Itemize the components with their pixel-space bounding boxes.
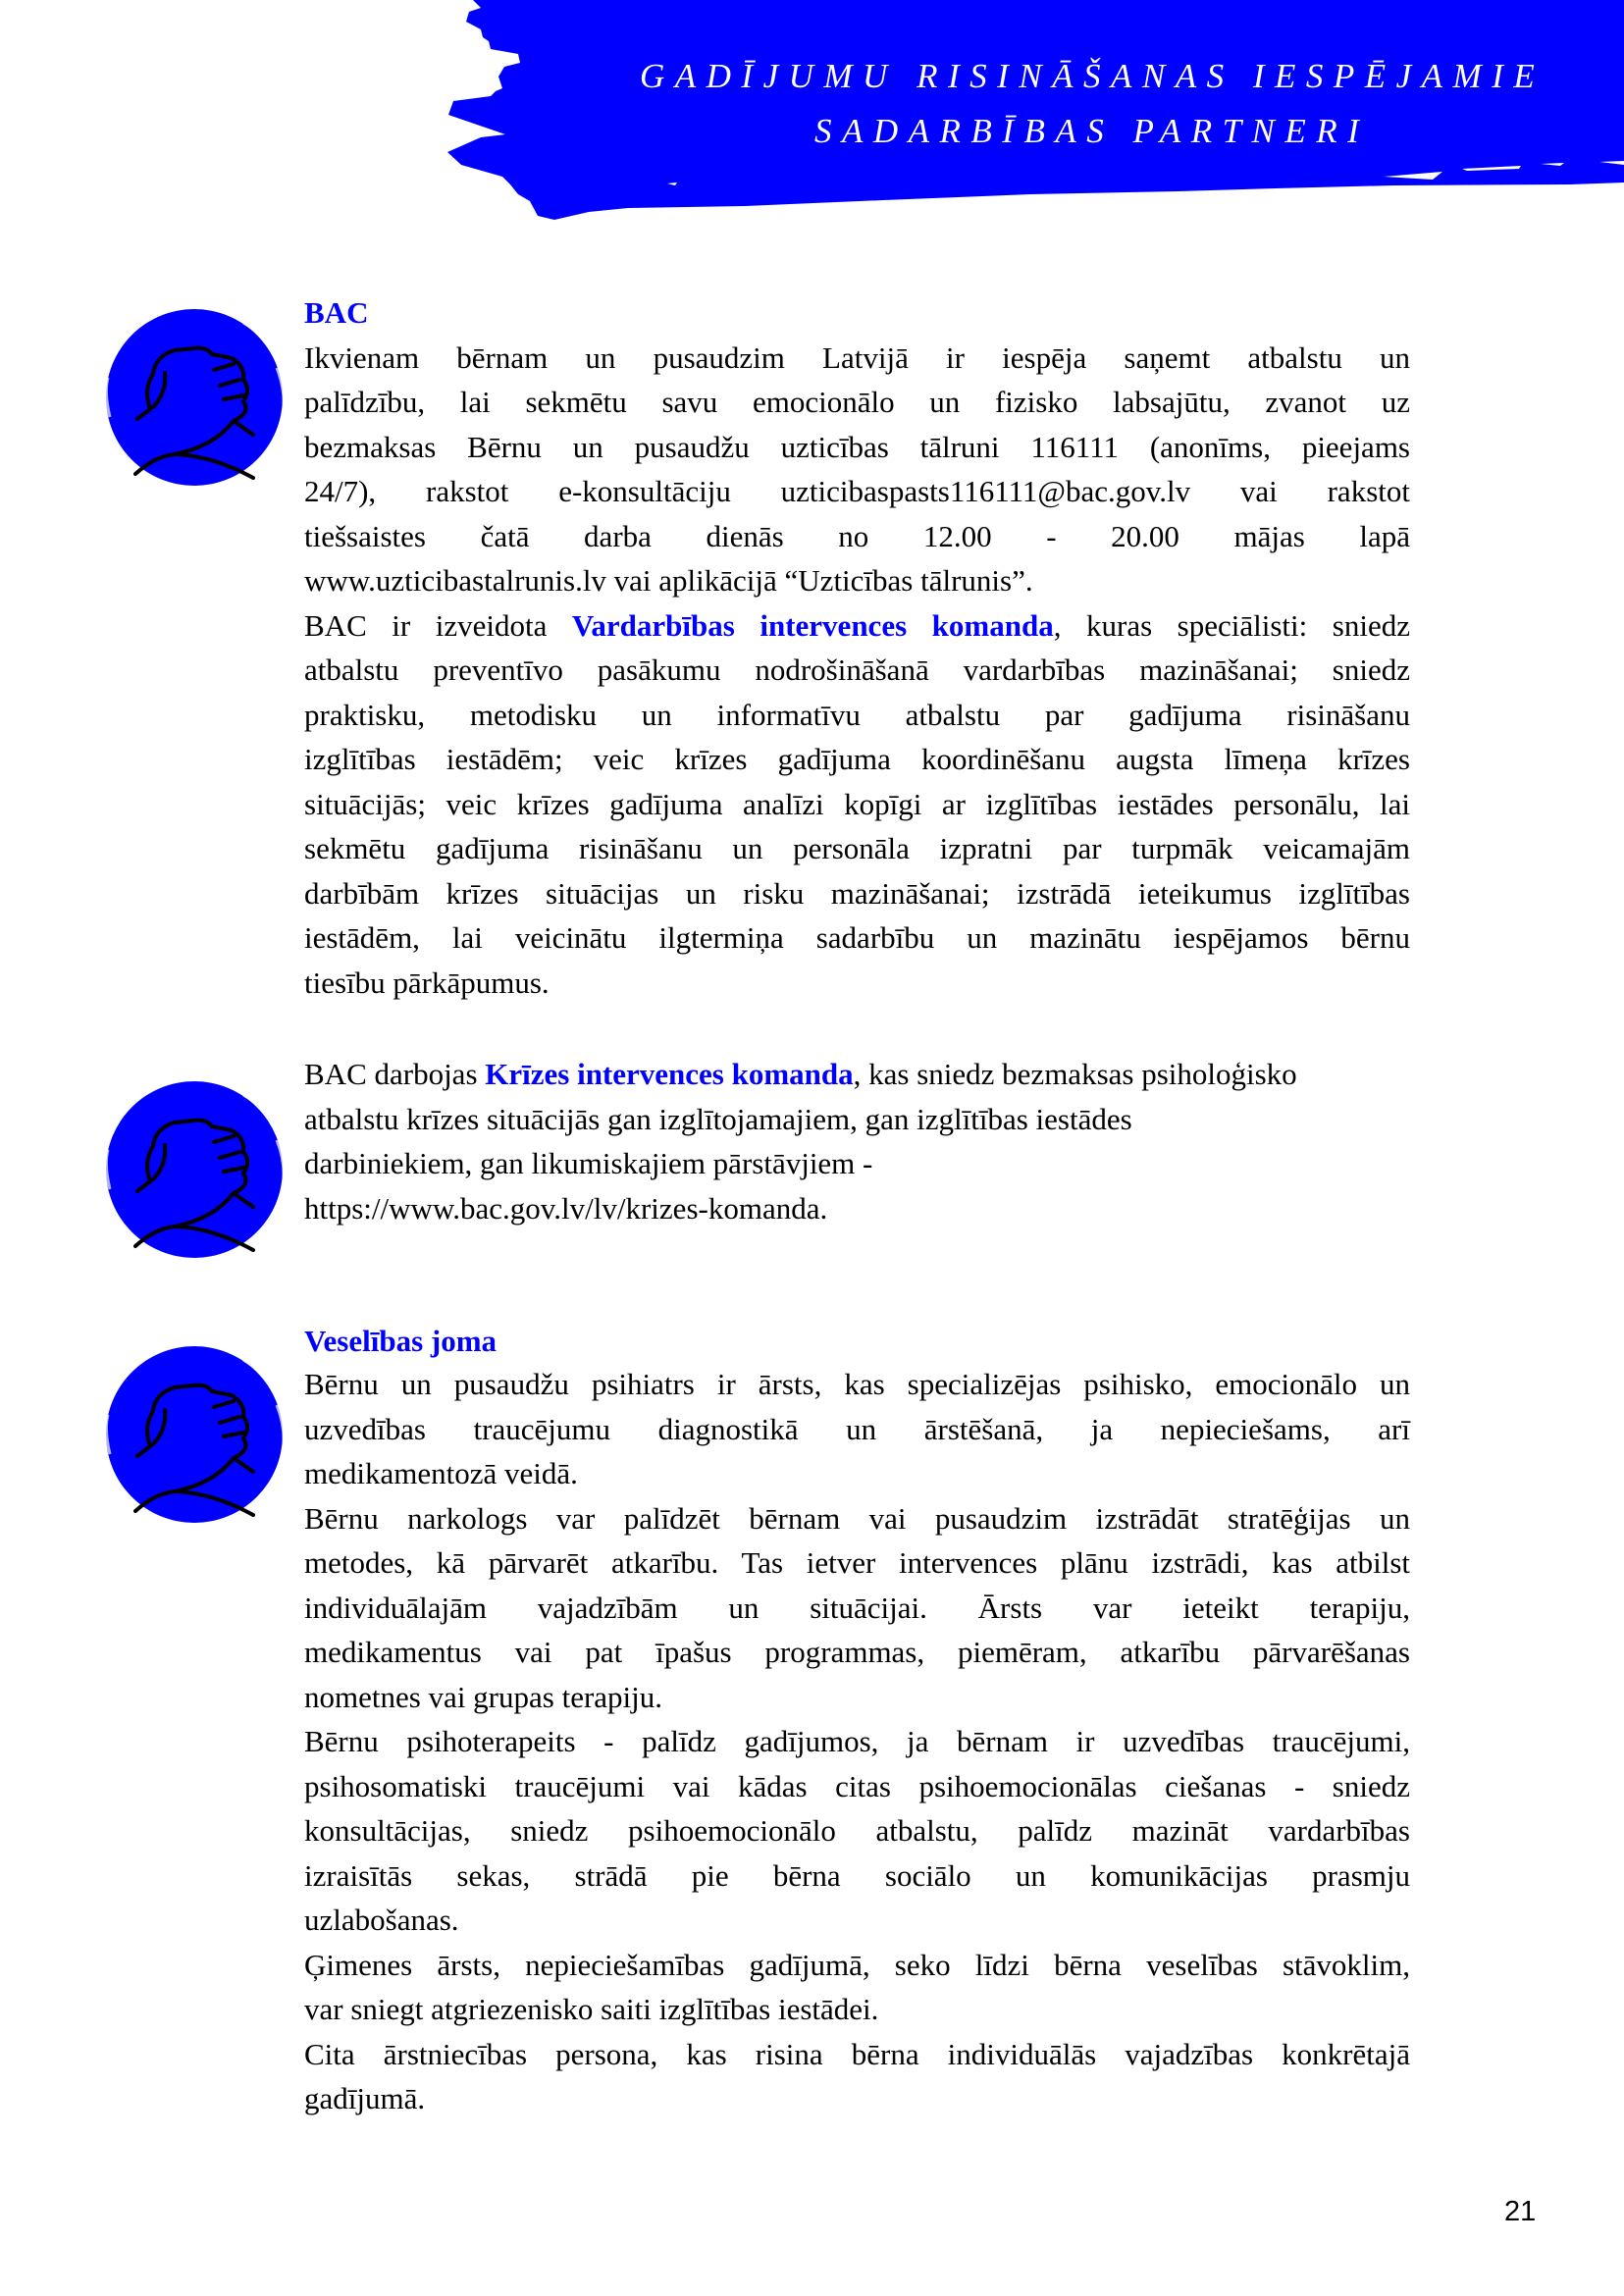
handshake-icon <box>96 299 292 496</box>
health-text-line: var sniegt atgriezenisko saiti izglītības iestādei. <box>304 1992 879 2026</box>
bac-text-line: tiešsaistes čatā darba dienās no 12.00 - 20.00 mājas lapā <box>304 518 1410 553</box>
health-text-line: Bērnu un pusaudžu psihiatrs ir ārsts, kas specializējas psihisko, emocionālo un <box>304 1367 1410 1401</box>
violence-intervention-team-highlight: Vardarbības intervences komanda <box>571 607 1054 643</box>
crisis-team-url: https://www.bac.gov.lv/lv/krizes-komanda. <box>304 1190 828 1226</box>
health-text-line: uzlabošanas. <box>304 1903 459 1937</box>
bac-text-line: atbalstu preventīvo pasākumu nodrošināšanā vardarbības mazināšanai; sniedz <box>304 652 1410 687</box>
health-text-line: individuālajām vajadzībām un situācijai. Ārsts var ieteikt terapiju, <box>304 1590 1410 1625</box>
health-text-line: uzvedības traucējumu diagnostikā un ārstēšanā, ja nepieciešams, arī <box>304 1411 1410 1446</box>
health-section <box>304 1321 1410 2121</box>
crisis-intervention-team-highlight: Krīzes intervences komanda <box>485 1057 854 1091</box>
health-text-line: Bērnu psihoterapeits - palīdz gadījumos, ja bērnam ir uzvedības traucējumi, <box>304 1724 1410 1758</box>
page-number: 21 <box>1504 2196 1537 2227</box>
health-text-line: nometnes vai grupas terapiju. <box>304 1679 663 1714</box>
bac-text-line: 24/7), rakstot e-konsultāciju uzticibaspasts116111@bac.gov.lv vai rakstot <box>304 474 1410 508</box>
health-text-line: Bērnu narkologs var palīdzēt bērnam vai pusaudzim izstrādāt stratēģijas un <box>304 1500 1410 1536</box>
page-title-line1: GADĪJUMU RISINĀŠANAS IESPĒJAMIE <box>640 57 1545 95</box>
health-text-line: metodes, kā pārvarēt atkarību. Tas ietver intervences plānu izstrādi, kas atbilst <box>304 1545 1410 1580</box>
bac-section <box>304 290 1410 1005</box>
health-text-line: medikamentozā veidā. <box>304 1456 578 1490</box>
text-fragment: BAC darbojas <box>304 1057 486 1091</box>
text-fragment: BAC ir izveidota <box>304 607 572 643</box>
bac-text-line: bezmaksas Bērnu un pusaudžu uzticības tālruni 116111 (anonīms, pieejams <box>304 429 1410 464</box>
crisis-team-line <box>304 1052 1410 1097</box>
health-text-line: izraisītās sekas, strādā pie bērna sociālo un komunikācijas prasmju <box>304 1857 1410 1893</box>
bac-text-line: sekmētu gadījuma risināšanu un personāla izpratni par turpmāk veicamajām <box>304 831 1410 865</box>
health-text-line: Cita ārstniecības persona, kas risina bērna individuālās vajadzības konkrētajā <box>304 2036 1410 2071</box>
crisis-team-section <box>304 1052 1410 1230</box>
health-text-line: medikamentus vai pat īpašus programmas, piemēram, atkarību pārvarēšanas <box>304 1635 1410 1669</box>
header-banner <box>0 0 1624 235</box>
health-text-line: psihosomatiski traucējumi vai kādas citas psihoemocionālas ciešanas - sniedz <box>304 1768 1410 1803</box>
crisis-text-line: atbalstu krīzes situācijās gan izglītojamajiem, gan izglītības iestādes <box>304 1101 1132 1136</box>
bac-heading: BAC <box>304 295 369 330</box>
health-text-line: Ģimenes ārsts, nepieciešamības gadījumā, seko līdzi bērna veselības stāvoklim, <box>304 1947 1410 1982</box>
health-heading: Veselības joma <box>304 1324 498 1358</box>
text-fragment: , kuras speciālisti: sniedz <box>1053 607 1410 643</box>
bac-text-line: izglītības iestādēm; veic krīzes gadījuma koordinēšanu augsta līmeņa krīzes <box>304 742 1410 776</box>
page-title-line2: SADARBĪBAS PARTNERI <box>814 112 1370 150</box>
handshake-icon <box>96 1071 292 1268</box>
handshake-icon <box>96 1336 292 1533</box>
bac-violence-team-line <box>304 603 1410 649</box>
brush-stroke-background <box>0 0 1624 235</box>
bac-text-line: iestādēm, lai veicinātu ilgtermiņa sadarbību un mazinātu iespējamos bērnu <box>304 920 1410 955</box>
bac-text-line: situācijās; veic krīzes gadījuma analīzi kopīgi ar izglītības iestādes personālu, lai <box>304 786 1410 821</box>
health-text-line: konsultācijas, sniedz psihoemocionālo atbalstu, palīdz mazināt vardarbības <box>304 1813 1410 1848</box>
bac-text-line: Ikvienam bērnam un pusaudzim Latvijā ir iespēja saņemt atbalstu un <box>304 339 1410 375</box>
health-text-line: gadījumā. <box>304 2081 426 2115</box>
bac-text-line: darbībām krīzes situācijas un risku mazināšanai; izstrādā ieteikumus izglītības <box>304 875 1410 911</box>
crisis-text-line: darbiniekiem, gan likumiskajiem pārstāvjiem - <box>304 1146 873 1180</box>
text-fragment: , kas sniedz bezmaksas psiholoģisko <box>853 1057 1297 1091</box>
bac-text-line: www.uzticibastalrunis.lv vai aplikācijā “Uzticības tālrunis”. <box>304 563 1033 598</box>
bac-text-line: praktisku, metodisku un informatīvu atbalstu par gadījuma risināšanu <box>304 697 1410 732</box>
bac-text-line: tiesību pārkāpumus. <box>304 965 550 1000</box>
bac-text-line: palīdzību, lai sekmētu savu emocionālo un fizisko labsajūtu, zvanot uz <box>304 385 1410 419</box>
